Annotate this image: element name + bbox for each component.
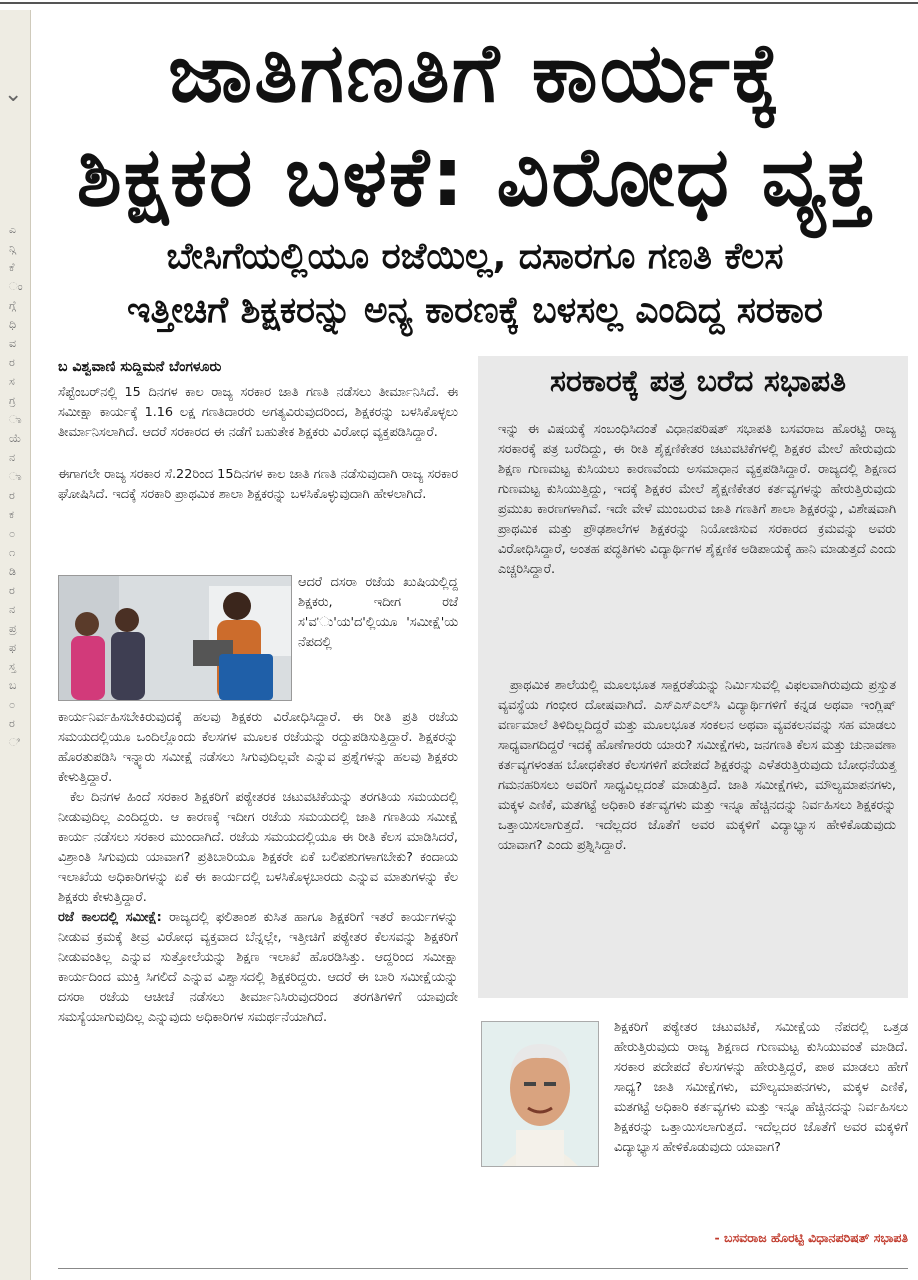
headline	[40, 22, 910, 230]
article-paragraph-6	[58, 908, 458, 1028]
byline-text: ವಿಶ್ವವಾಣಿ ಸುದ್ದಿಮನೆ ಬೆಂಗಳೂರು	[72, 359, 222, 375]
sidebar-paragraph-1: ಇನ್ನು ಈ ವಿಷಯಕ್ಕೆ ಸಂಬಂಧಿಸಿದಂತೆ ವಿಧಾನಪರಿಷತ್ ಸಭಾಪತಿ ಬಸವರಾಜ ಹೊರಟ್ಟಿ ರಾಜ್ಯ ಸರಕಾರಕ್ಕೆ ಪತ್ರ ಬರೆದಿದ್ದು, ಈ ರೀತಿ ಶೈಕ್ಷಣಿಕೇತರ ಚಟುವಟಿಕೆಗಳಲ್ಲಿ ಶಿಕ್ಷಕರ ಮೇಲೆ ಹೇರುವುದು ಶಿಕ್ಷಣ ಗುಣಮಟ್ಟ ಕುಸಿಯಲು ಕಾರಣವೆಂದು ಅಸಮಾಧಾನ ವ್ಯಕ್ತಪಡಿಸಿದ್ದಾರೆ. ರಾಜ್ಯದಲ್ಲಿ ಶಿಕ್ಷಣದ ಗುಣಮಟ್ಟ ಕುಸಿಯುತ್ತಿದ್ದು, ಇದಕ್ಕೆ ಶಿಕ್ಷಕರ ಮೇಲೆ ಶೈಕ್ಷಣಿಕೇತರ ಕರ್ತವ್ಯಗಳನ್ನು ಹೇರುತ್ತಿರುವುದು ಪ್ರಮುಖ ಕಾರಣಗಳಾಗಿವೆ. ಇದೇ ವೇಳೆ ಮುಂಬರುವ ಜಾತಿ ಗಣತಿಗೆ ಶಾಲಾ ಶಿಕ್ಷಕರನ್ನು, ವಿಶೇಷವಾಗಿ ಪ್ರಾಥಮಿಕ ಮತ್ತು ಪ್ರೌಢಶಾಲೆಗಳ ಶಿಕ್ಷಕರನ್ನು ನಿಯೋಜಿಸುವ ಸರಕಾರದ ಕ್ರಮವನ್ನು ಅವರು ವಿರೋಧಿಸಿದ್ದಾರೆ, ಅಂತಹ ಪದ್ಧತಿಗಳು ವಿದ್ಯಾರ್ಥಿಗಳ ಶೈಕ್ಷಣಿಕ ಅಡಿಪಾಯಕ್ಕೆ ಹಾನಿ ಮಾಡುತ್ತದೆ ಎಂದು ಎಚ್ಚರಿಸಿದ್ದಾರೆ.	[498, 422, 896, 577]
subheadline-2: ಇತ್ತೀಚಿಗೆ ಶಿಕ್ಷಕರನ್ನು ಅನ್ಯ ಕಾರಣಕ್ಕೆ ಬಳಸಲ್ಲ ಎಂದಿದ್ದ ಸರಕಾರ	[127, 290, 823, 331]
sidebar-title: ಸರಕಾರಕ್ಕೆ ಪತ್ರ ಬರೆದ ಸಭಾಪತಿ	[550, 364, 846, 399]
subheadline-1: ಬೇಸಿಗೆಯಲ್ಲಿಯೂ ರಜೆಯಿಲ್ಲ, ದಸಾರಗೂ ಗಣತಿ ಕೆಲಸ	[166, 236, 784, 277]
article-paragraph-5: ಕೆಲ ದಿನಗಳ ಹಿಂದೆ ಸರಕಾರ ಶಿಕ್ಷಕರಿಗೆ ಪಠ್ಯೇತರಕ ಚಟುವಟಿಕೆಯನ್ನು ತರಗತಿಯ ಸಮಯದಲ್ಲಿ ನೀಡುವುದಿಲ್ಲ ಎಂದಿದ್ದರು. ಆ ಕಾರಣಕ್ಕೆ ಇದೀಗ ರಜೆಯ ಸಮಯದಲ್ಲಿ ಜಾತಿ ಗಣತಿಯ ಸಮೀಕ್ಷೆ ಕಾರ್ಯ ನಡೆಸಲು ಸರಕಾರ ಮುಂದಾಗಿದೆ. ರಜೆಯ ಸಮಯದಲ್ಲಿಯೂ ಈ ರೀತಿ ಕೆಲಸ ಮಾಡಿಸಿದರೆ, ವಿಶ್ರಾಂತಿ ಸಿಗುವುದು ಯಾವಾಗ? ಪ್ರತಿಬಾರಿಯೂ ಶಿಕ್ಷಕರೇ ಏಕೆ ಬಲಿಪಶುಗಳಾಗಬೇಕು? ಕಂದಾಯ ಇಲಾಖೆಯ ಅಧಿಕಾರಿಗಳನ್ನು ಏಕೆ ಈ ಕಾರ್ಯದಲ್ಲಿ ಬಳಸಿಕೊಳ್ಳಬಾರದು ಎನ್ನುವ ಮಾತುಗಳನ್ನು ಕೆಲ ಶಿಕ್ಷಕರು ಕೇಳುತ್ತಿದ್ದಾರೆ.	[58, 790, 458, 905]
byline	[58, 359, 221, 375]
adjacent-page-text: ಎ ನ್ಗಿ ಕೆ ಂ ಗ್ಗೆ ಧಿ ವ ರ ಸ ಗ್ರ ಾ ಯೆ ನ ಾ ರ ಕ ೦ ೧ ಡಿ ರ ನ ಪ್ರ ಫ ಸ್ತ ಬ ೦ ರ ಿ	[9, 223, 23, 749]
chevron-icon: ⌄	[4, 82, 23, 107]
speaker-portrait-illustration	[482, 1022, 598, 1166]
survey-photo	[58, 575, 292, 701]
article-paragraph-2: ಈಗಾಗಲೇ ರಾಜ್ಯ ಸರಕಾರ ಸೆ.22ರಿಂದ 15ದಿನಗಳ ಕಾಲ ಜಾತಿ ಗಣತಿ ನಡೆಸುವುದಾಗಿ ರಾಜ್ಯ ಸರಕಾರ ಘೋಷಿಸಿದೆ. ಇದಕ್ಕೆ ಸರಕಾರಿ ಪ್ರಾಥಮಿಕ ಶಾಲಾ ಶಿಕ್ಷಕರನ್ನು ಬಳಸಿಕೊಳ್ಳುವುದಾಗಿ ಹೇಳಲಾಗಿದೆ.	[58, 467, 458, 502]
adjacent-page-strip	[0, 10, 31, 1280]
bottom-rule	[58, 1268, 908, 1269]
paragraph-6-body: ರಾಜ್ಯದಲ್ಲಿ ಫಲಿತಾಂಶ ಕುಸಿತ ಹಾಗೂ ಶಿಕ್ಷಕರಿಗೆ ಇತರೆ ಕಾರ್ಯಗಳನ್ನು ನೀಡುವ ಕ್ರಮಕ್ಕೆ ತೀವ್ರ ವಿರೋಧ ವ್ಯಕ್ತವಾದ ಬೆನ್ನಲ್ಲೇ, ಇತ್ತೀಚಿಗೆ ಪಠ್ಯೇತರ ಕೆಲಸವನ್ನು ಶಿಕ್ಷಕರಿಗೆ ನೀಡುವಂತಿಲ್ಲ ಎನ್ನುವ ಸುತ್ತೋಲೆಯನ್ನು ಶಿಕ್ಷಣ ಇಲಾಖೆ ಹೊರಡಿಸಿತ್ತು. ಆದ್ದರಿಂದ ಸಮೀಕ್ಷಾ ಕಾರ್ಯದಿಂದ ಮುಕ್ತಿ ಸಿಗಲಿದೆ ಎನ್ನುವ ವಿಶ್ವಾಸದಲ್ಲಿ ಶಿಕ್ಷಕರಿದ್ದರು. ಆದರೆ ಈ ಬಾರಿ ಸಮೀಕ್ಷೆಯನ್ನು ದಸರಾ ರಜೆಯ ಆಚೀಚೆ ನಡೆಸಲು ತೀರ್ಮಾನಿಸಿರುವುದರಿಂದ ತರಗತಿಗಳಿಗೆ ಯಾವುದೇ ಸಮಸ್ಯೆಯಾಗುವುದಿಲ್ಲ ಎನ್ನುವುದು ಅಧಿಕಾರಿಗಳ ಸಮರ್ಥನೆಯಾಗಿದೆ.	[58, 910, 458, 1025]
article-paragraph-4: ಕಾರ್ಯನಿರ್ವಹಿಸಬೇಕಿರುವುದಕ್ಕೆ ಹಲವು ಶಿಕ್ಷಕರು ವಿರೋಧಿಸಿದ್ದಾರೆ. ಈ ರೀತಿ ಪ್ರತಿ ರಜೆಯ ಸಮಯದಲ್ಲಿಯೂ ಒಂದಿಲ್ಲೊಂದು ಕೆಲಸಗಳ ಮೂಲಕ ರಜೆಯನ್ನು ರದ್ದುಪಡಿಸುತ್ತಿದ್ದಾರೆ. ಶಿಕ್ಷಕರನ್ನು ಹೊರತುಪಡಿಸಿ ಇನ್ನ್ಯಾರು ಸಮೀಕ್ಷೆ ನಡೆಸಲು ಸಿಗುವುದಿಲ್ಲವೇ ಎನ್ನುವ ಪ್ರಶ್ನೆಗಳನ್ನು ಹಲವು ಶಿಕ್ಷಕರು ಕೇಳುತ್ತಿದ್ದಾರೆ.	[58, 710, 458, 785]
article-paragraph-3: ಆದರೆ ದಸರಾ ರಜೆಯ ಖುಷಿಯಲ್ಲಿದ್ದ ಶಿಕ್ಷಕರು, ಇದೀಗ ರಜೆ ಸ'ವ'ು'ಯ'ದ'ಲ್ಲಿಯೂ 'ಸಮೀಕ್ಷೆ'ಯ ನೆಪದಲ್ಲಿ	[298, 575, 458, 650]
article-paragraph-1: ಸೆಪ್ಟೆಂಬರ್‌ನಲ್ಲಿ 15 ದಿನಗಳ ಕಾಲ ರಾಜ್ಯ ಸರಕಾರ ಜಾತಿ ಗಣತಿ ನಡೆಸಲು ತೀರ್ಮಾನಿಸಿದೆ. ಈ ಸಮೀಕ್ಷಾ ಕಾರ್ಯಕ್ಕೆ 1.16 ಲಕ್ಷ ಗಣತಿದಾರರು ಅಗತ್ಯವಿರುವುದರಿಂದ, ಶಿಕ್ಷಕರನ್ನು ಬಳಸಿಕೊಳ್ಳಲು ತೀರ್ಮಾನಿಸಲಾಗಿದೆ. ಆದರೆ ಸರಕಾರದ ಈ ನಡೆಗೆ ಬಹುತೇಕ ಶಿಕ್ಷಕರು ವಿರೋಧ ವ್ಯಕ್ತಪಡಿಸಿದ್ದಾರೆ.	[58, 385, 458, 440]
article-paragraph-block	[58, 708, 458, 1028]
pull-quote: ಶಿಕ್ಷಕರಿಗೆ ಪಠ್ಯೇತರ ಚಟುವಟಿಕೆ, ಸಮೀಕ್ಷೆಯ ನೆಪದಲ್ಲಿ ಒತ್ತಡ ಹೇರುತ್ತಿರುವುದು ರಾಜ್ಯ ಶಿಕ್ಷಣದ ಗುಣಮಟ್ಟ ಕುಸಿಯುವಂತೆ ಮಾಡಿದೆ. ಸರಕಾರ ಪದೇಪದೆ ಕೆಲಸಗಳನ್ನು ಹೇರುತ್ತಿದ್ದರೆ, ಪಾಠ ಮಾಡಲು ಹೇಗೆ ಸಾಧ್ಯ? ಜಾತಿ ಸಮೀಕ್ಷೆಗಳು, ಮೌಲ್ಯಮಾಪನಗಳು, ಮಕ್ಕಳ ಎಣಿಕೆ, ಮತಗಟ್ಟೆ ಅಧಿಕಾರಿ ಕರ್ತವ್ಯಗಳು ಮತ್ತು ಇನ್ನೂ ಹೆಚ್ಚಿನದನ್ನು ನಿರ್ವಹಿಸಲು ಶಿಕ್ಷಕರನ್ನು ಒತ್ತಾಯಿಸಲಾಗುತ್ತದೆ. ಇದೆಲ್ಲದರ ಜೊತೆಗೆ ಅವರ ಮಕ್ಕಳಿಗೆ ವಿದ್ಯಾಭ್ಯಾಸ ಹೇಳಿಕೊಡುವುದು ಯಾವಾಗ?	[614, 1020, 908, 1155]
speaker-portrait	[481, 1021, 599, 1167]
headline-line-1: ಜಾತಿಗಣತಿಗೆ ಕಾರ್ಯಕ್ಕೆ	[168, 26, 782, 121]
sidebar-paragraph-2: ಪ್ರಾಥಮಿಕ ಶಾಲೆಯಲ್ಲಿ ಮೂಲಭೂತ ಸಾಕ್ಷರತೆಯನ್ನು ನಿರ್ಮಿಸುವಲ್ಲಿ ವಿಫಲವಾಗಿರುವುದು ಪ್ರಸ್ತುತ ವ್ಯವಸ್ಥೆಯ ಗಂಭೀರ ದೋಷವಾಗಿದೆ. ಎಸ್‌ಎಸ್‌ಎಲ್‌ಸಿ ವಿದ್ಯಾರ್ಥಿಗಳಿಗೆ ಕನ್ನಡ ಅಥವಾ ಇಂಗ್ಲಿಷ್ ವರ್ಣಮಾಲೆ ತಿಳಿದಿಲ್ಲದಿದ್ದರೆ ಮತ್ತು ಮೂಲಭೂತ ಸಂಕಲನ ಅಥವಾ ವ್ಯವಕಲನವನ್ನು ಸಹ ಮಾಡಲು ಸಾಧ್ಯವಾಗದಿದ್ದರೆ ಇದಕ್ಕೆ ಹೊಣೆಗಾರರು ಯಾರು? ಸಮೀಕ್ಷೆಗಳು, ಜನಗಣತಿ ಕೆಲಸ ಮತ್ತು ಚುನಾವಣಾ ಕರ್ತವ್ಯಗಳಂತಹ ಬೋಧಕೇತರ ಕೆಲಸಗಳಿಗೆ ಪದೇಪದೆ ಶಿಕ್ಷಕರನ್ನು ಎಳೆತರುತ್ತಿರುವುದು ಬೋಧನೆಯತ್ತ ಗಮನಹರಿಸಲು ಅವರಿಗೆ ಸಾಧ್ಯವಿಲ್ಲದಂತೆ ಮಾಡುತ್ತಿದೆ. ಜಾತಿ ಸಮೀಕ್ಷೆಗಳು, ಮೌಲ್ಯಮಾಪನಗಳು, ಮಕ್ಕಳ ಎಣಿಕೆ, ಮತಗಟ್ಟೆ ಅಧಿಕಾರಿ ಕರ್ತವ್ಯಗಳು ಮತ್ತು ಇನ್ನೂ ಹೆಚ್ಚಿನದನ್ನು ನಿರ್ವಹಿಸಲು ಶಿಕ್ಷಕರನ್ನು ಒತ್ತಾಯಿಸಲಾಗುತ್ತದೆ. ಇದೆಲ್ಲದರ ಜೊತೆಗೆ ಅವರ ಮಕ್ಕಳಿಗೆ ವಿದ್ಯಾಭ್ಯಾಸ ಹೇಳಿಕೊಡುವುದು ಯಾವಾಗ? ಎಂದು ಪ್ರಶ್ನಿಸಿದ್ದಾರೆ.	[498, 678, 896, 853]
paragraph-6-lead: ರಜೆ ಕಾಲದಲ್ಲಿ ಸಮೀಕ್ಷೆ:	[58, 910, 162, 925]
top-rule	[0, 2, 918, 4]
survey-photo-illustration	[59, 576, 291, 700]
headline-line-2: ಶಿಕ್ಷಕರ ಬಳಕೆ: ವಿರೋಧ ವ್ಯಕ್ತ	[76, 130, 874, 225]
byline-mark: ಬ	[58, 359, 68, 375]
quote-author: - ಬಸವರಾಜ ಹೊರಟ್ಟಿ ವಿಧಾನಪರಿಷತ್ ಸಭಾಪತಿ	[714, 1230, 908, 1245]
